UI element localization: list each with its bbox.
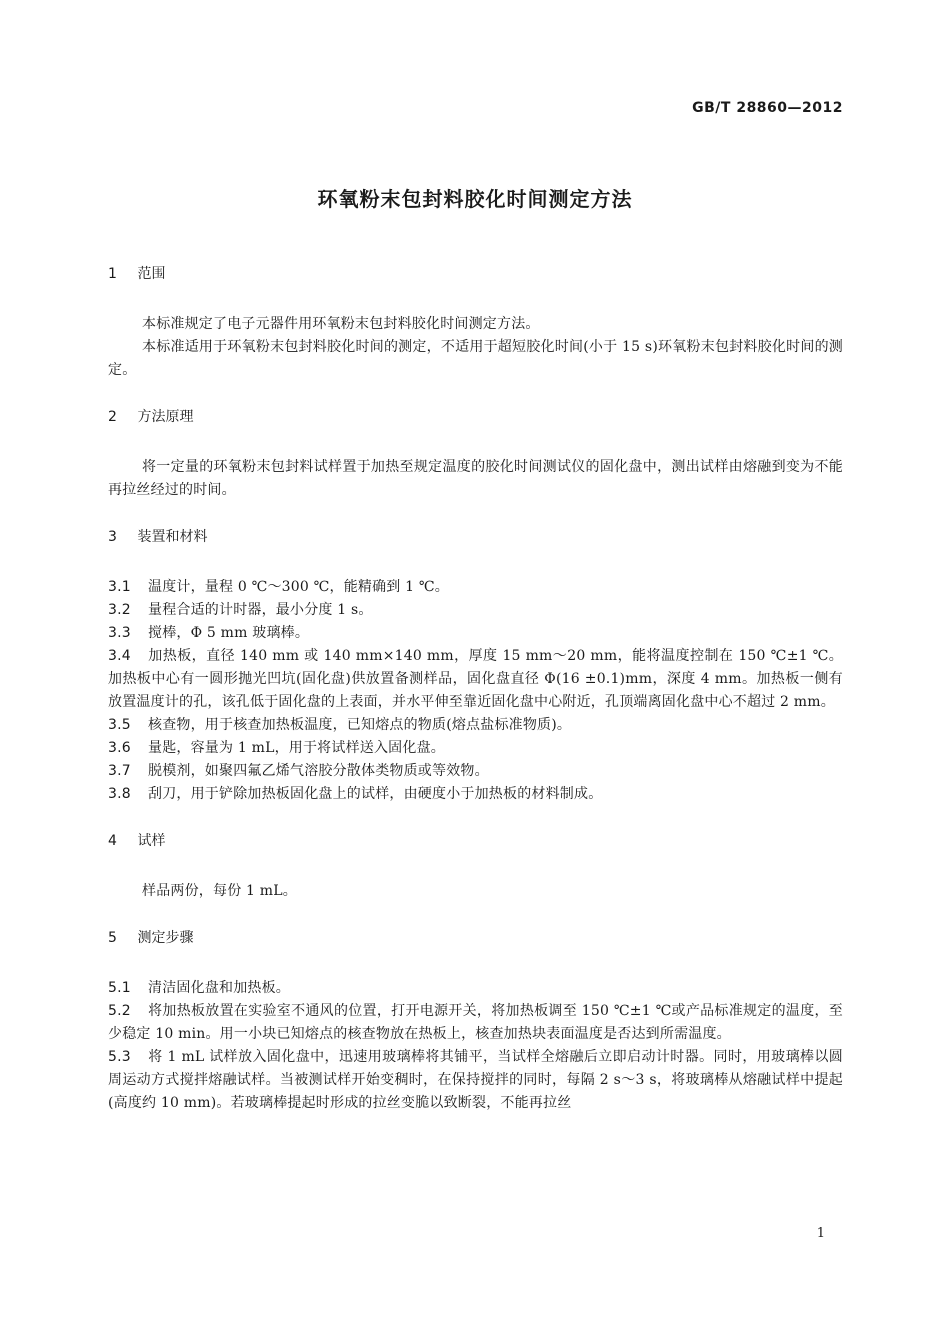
- clause-number: 3.1: [108, 579, 131, 595]
- section-title: 装置和材料: [137, 529, 208, 545]
- clause-text: 脱模剂，如聚四氟乙烯气溶胶分散体类物质或等效物。: [148, 763, 489, 779]
- page-number: 1: [816, 1226, 825, 1241]
- clause-text: 将 1 mL 试样放入固化盘中，迅速用玻璃棒将其铺平，当试样全熔融后立即启动计时器。同时，用玻璃棒以圆周运动方式搅拌熔融试样。当被测试样开始变稠时，在保持搅拌的同时，每隔 2 s～3 s，将玻璃棒从熔融试样中提起(高度约 10 mm)。若玻璃棒提起时形成的拉丝变脆以致断裂，不能再拉丝: [108, 1049, 843, 1111]
- document-body: [108, 263, 843, 1115]
- section-principle: [108, 406, 843, 502]
- section-heading: [108, 263, 843, 286]
- section-number: 2: [108, 409, 117, 425]
- clause-number: 5.2: [108, 1003, 131, 1019]
- paragraph: 将一定量的环氧粉末包封料试样置于加热至规定温度的胶化时间测试仪的固化盘中，测出试样由熔融到变为不能再拉丝经过的时间。: [108, 459, 843, 498]
- clause-number: 3.2: [108, 602, 131, 618]
- clause-number: 5.3: [108, 1049, 131, 1065]
- clause-text: 核查物，用于核查加热板温度，已知熔点的物质(熔点盐标准物质)。: [148, 717, 572, 733]
- section-title: 试样: [137, 833, 166, 849]
- clause: [108, 645, 843, 714]
- clause-text: 将加热板放置在实验室不通风的位置，打开电源开关，将加热板调至 150 ℃±1 ℃或产品标准规定的温度，至少稳定 10 min。用一小块已知熔点的核查物放在热板上，核查加热块表面温度是否达到所需温度。: [108, 1003, 843, 1042]
- section-number: 4: [108, 833, 117, 849]
- clause-number: 3.7: [108, 763, 131, 779]
- clause-text: 加热板，直径 140 mm 或 140 mm×140 mm，厚度 15 mm～20 mm，能将温度控制在 150 ℃±1 ℃。加热板中心有一圆形抛光凹坑(固化盘)供放置备测样品，固化盘直径 Φ(16 ±0.1)mm，深度 4 mm。加热板一侧有放置温度计的孔，该孔低于固化盘的上表面，并水平伸至靠近固化盘中心附近，孔顶端离固化盘中心不超过 2 mm。: [108, 648, 843, 710]
- clause: [108, 576, 843, 599]
- clause: [108, 1046, 843, 1115]
- clause-text: 量程合适的计时器，最小分度 1 s。: [148, 602, 373, 618]
- section-number: 1: [108, 266, 117, 282]
- section-title: 方法原理: [137, 409, 194, 425]
- clause: [108, 599, 843, 622]
- section-specimen: [108, 830, 843, 903]
- clause: [108, 737, 843, 760]
- section-heading: [108, 526, 843, 549]
- clause-number: 3.4: [108, 648, 131, 664]
- clause-text: 刮刀，用于铲除加热板固化盘上的试样，由硬度小于加热板的材料制成。: [148, 786, 603, 802]
- section-title: 范围: [137, 266, 166, 282]
- clause: [108, 760, 843, 783]
- section-title: 测定步骤: [137, 930, 194, 946]
- section-number: 3: [108, 529, 117, 545]
- paragraph: 本标准适用于环氧粉末包封料胶化时间的测定，不适用于超短胶化时间(小于 15 s)环氧粉末包封料胶化时间的测定。: [108, 339, 843, 378]
- section-scope: [108, 263, 843, 382]
- clause-text: 温度计，量程 0 ℃～300 ℃，能精确到 1 ℃。: [148, 579, 449, 595]
- clause-number: 3.6: [108, 740, 131, 756]
- clause-text: 清洁固化盘和加热板。: [148, 980, 290, 996]
- section-heading: [108, 830, 843, 853]
- section-number: 5: [108, 930, 117, 946]
- section-heading: [108, 927, 843, 950]
- clause-number: 3.5: [108, 717, 131, 733]
- clause: [108, 714, 843, 737]
- section-heading: [108, 406, 843, 429]
- clause-text: 搅棒，Φ 5 mm 玻璃棒。: [148, 625, 310, 641]
- standard-code: GB/T 28860—2012: [692, 100, 843, 116]
- clause-number: 5.1: [108, 980, 131, 996]
- clause: [108, 977, 843, 1000]
- clause-text: 量匙，容量为 1 mL，用于将试样送入固化盘。: [148, 740, 445, 756]
- clause: [108, 622, 843, 645]
- clause-number: 3.3: [108, 625, 131, 641]
- section-procedure: [108, 927, 843, 1115]
- clause: [108, 1000, 843, 1046]
- paragraph: 样品两份，每份 1 mL。: [142, 883, 297, 899]
- paragraph: 本标准规定了电子元器件用环氧粉末包封料胶化时间测定方法。: [142, 316, 540, 332]
- section-apparatus: [108, 526, 843, 806]
- clause-number: 3.8: [108, 786, 131, 802]
- document-title: 环氧粉末包封料胶化时间测定方法: [317, 187, 633, 211]
- clause: [108, 783, 843, 806]
